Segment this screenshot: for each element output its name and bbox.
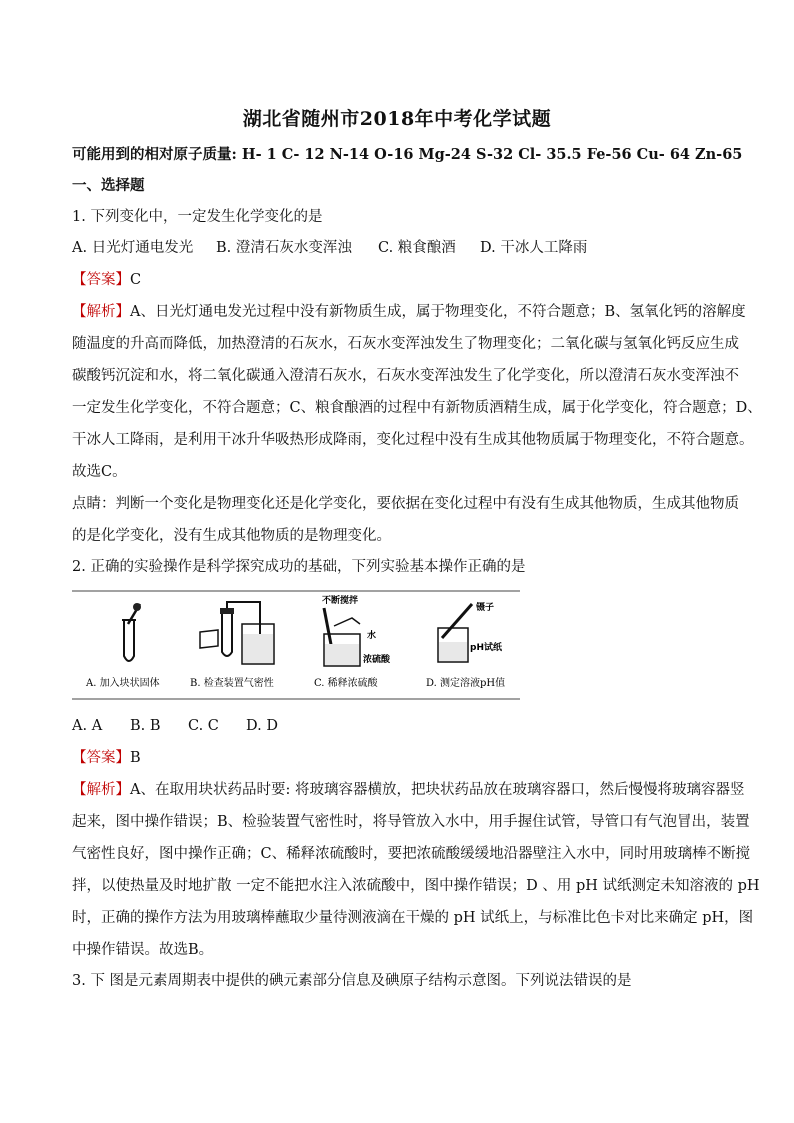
answer-tag: 【答案】 — [72, 272, 130, 288]
answer-value: B — [130, 750, 141, 766]
label-ph-paper: pH试纸 — [470, 643, 502, 653]
panel-a-test-tube — [122, 603, 141, 661]
q1-options — [72, 239, 587, 257]
q2-option-d: D. D — [246, 718, 278, 734]
analysis-tag: 【解析】 — [72, 304, 130, 320]
analysis-tag: 【解析】 — [72, 782, 130, 798]
label-stir: 不断搅拌 — [322, 596, 359, 606]
analysis-text: A、在取用块状药品时要: 将玻璃容器横放，把块状药品放在玻璃容器口，然后慢慢将玻璃容器竖 — [130, 782, 745, 798]
q2-answer — [72, 749, 141, 767]
q2-analysis-line: 起来，图中操作错误；B、检验装置气密性时，将导管放入水中，用手握住试管，导管口有气泡冒出，装置 — [72, 814, 750, 830]
q1-answer — [72, 271, 141, 289]
panel-b-apparatus — [200, 602, 274, 664]
page-title: 湖北省随州市2018年中考化学试题 — [242, 108, 552, 130]
label-tweezers: 镊子 — [476, 603, 495, 613]
caption-c: C. 稀释浓硫酸 — [314, 678, 378, 689]
q3-stem: 3. 下 图是元素周期表中提供的碘元素部分信息及碘原子结构示意图。下列说法错误的是 — [72, 973, 632, 989]
caption-d: D. 测定溶液pH值 — [426, 678, 506, 689]
q2-analysis-line: 时，正确的操作方法为用玻璃棒蘸取少量待测液滴在干燥的 pH 试纸上，与标准比色卡对比来确定 pH，图 — [72, 910, 754, 926]
q1-option-d: D. 干冰人工降雨 — [480, 240, 588, 256]
label-acid: 浓硫酸 — [363, 655, 391, 665]
q2-option-c: C. C — [188, 718, 219, 734]
q2-analysis-line — [72, 781, 744, 799]
q2-stem: 2. 正确的实验操作是科学探究成功的基础，下列实验基本操作正确的是 — [72, 559, 526, 575]
q1-stem: 1. 下列变化中，一定发生化学变化的是 — [72, 209, 323, 225]
q2-options — [72, 717, 278, 735]
q1-analysis-line: 干冰人工降雨，是利用干冰升华吸热形成降雨，变化过程中没有生成其他物质属于物理变化，不符合题意。 — [72, 432, 754, 448]
q2-option-b: B. B — [130, 718, 161, 734]
q2-option-a: A. A — [72, 718, 103, 734]
q1-option-b: B. 澄清石灰水变浑浊 — [216, 240, 352, 256]
q1-analysis-line — [72, 303, 746, 321]
analysis-text: A、日光灯通电发光过程中没有新物质生成，属于物理变化，不符合题意；B、氢氧化钙的溶解度 — [130, 304, 746, 320]
q1-option-a: A. 日光灯通电发光 — [72, 240, 194, 256]
panel-c-apparatus — [322, 594, 391, 666]
panel-d-apparatus — [438, 601, 503, 662]
q1-note-line: 点睛：判断一个变化是物理变化还是化学变化，要依据在变化过程中有没有生成其他物质，生成其他物质 — [72, 496, 739, 512]
q1-analysis-line: 碳酸钙沉淀和水，将二氧化碳通入澄清石灰水，石灰水变浑浊发生了化学变化，所以澄清石灰水变浑浊不 — [72, 368, 739, 384]
label-water: 水 — [367, 631, 377, 641]
q2-analysis-line: 中操作错误。故选B。 — [72, 942, 214, 958]
q2-analysis-line: 拌，以使热量及时地扩散 一定不能把水注入浓硫酸中，图中操作错误；D 、用 pH 试纸测定未知溶液的 pH — [72, 878, 760, 894]
atomic-mass-line: 可能用到的相对原子质量: H- 1 C- 12 N-14 O-16 Mg-24 S-32 Cl- 35.5 Fe-56 Cu- 64 Zn-65 — [72, 146, 743, 163]
q2-analysis-line: 气密性良好，图中操作正确；C、稀释浓硫酸时，要把浓硫酸缓缓地沿器壁注入水中，同时用玻璃棒不断搅 — [72, 846, 751, 862]
q2-experiment-figure — [72, 590, 520, 700]
caption-b: B. 检查装置气密性 — [190, 678, 274, 689]
section-heading: 一、选择题 — [72, 177, 145, 194]
answer-value: C — [130, 272, 142, 288]
caption-a: A. 加入块状固体 — [86, 678, 160, 689]
q1-option-c: C. 粮食酿酒 — [378, 240, 456, 256]
q1-analysis-line: 一定发生化学变化，不符合题意；C、粮食酿酒的过程中有新物质酒精生成，属于化学变化，符合题意；D、 — [72, 400, 762, 416]
answer-tag: 【答案】 — [72, 750, 130, 766]
q1-analysis-line: 随温度的升高而降低，加热澄清的石灰水，石灰水变浑浊发生了物理变化；二氧化碳与氢氧化钙反应生成 — [72, 336, 739, 352]
q1-note-line: 的是化学变化，没有生成其他物质的是物理变化。 — [72, 528, 391, 544]
q1-analysis-line: 故选C。 — [72, 464, 127, 480]
